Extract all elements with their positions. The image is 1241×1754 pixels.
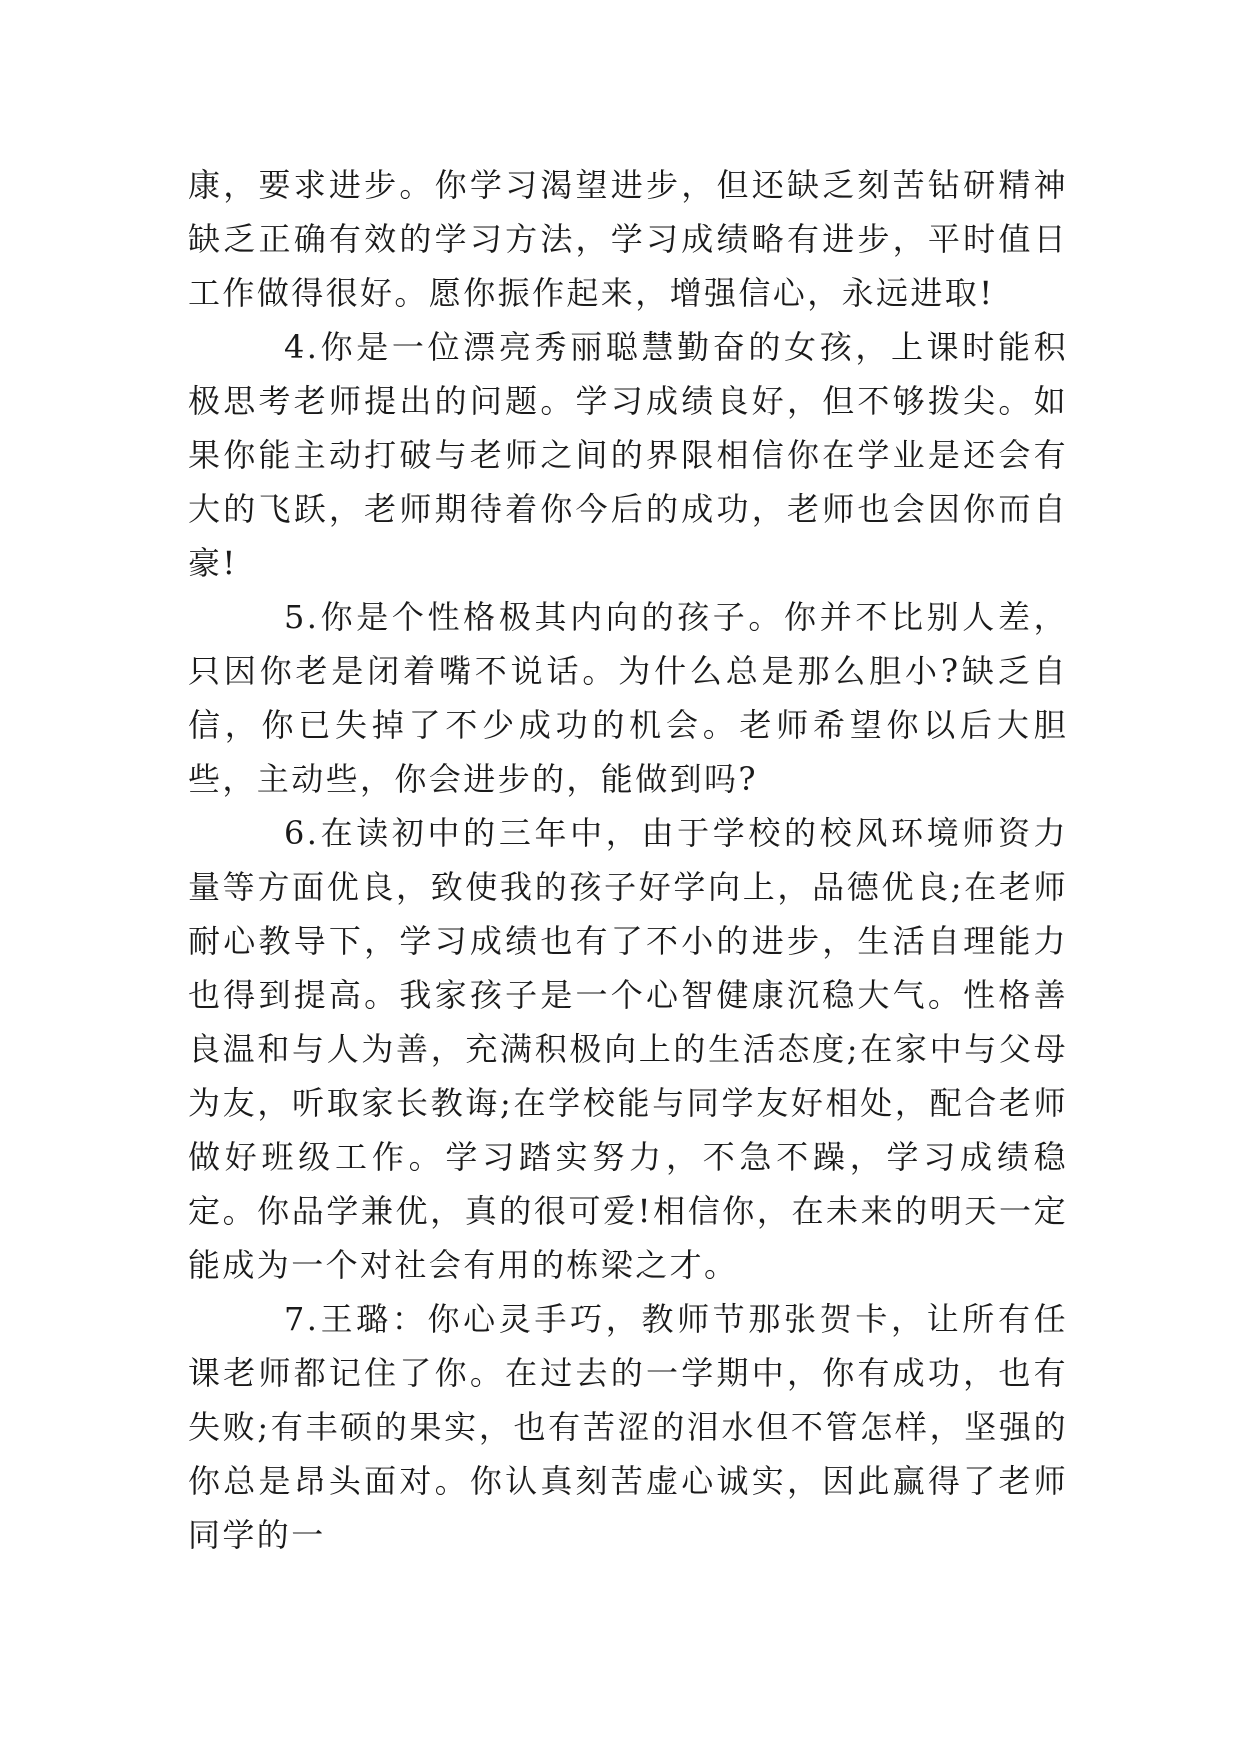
paragraph-item-7: 7.王璐：你心灵手巧，教师节那张贺卡，让所有任课老师都记住了你。在过去的一学期中，你有成功，也有失败;有丰硕的果实，也有苦涩的泪水但不管怎样，坚强的你总是昂头面对。你认真刻苦虚心诚实，因此赢得了老师同学的一	[188, 1300, 1068, 1554]
paragraph-item-4: 4.你是一位漂亮秀丽聪慧勤奋的女孩，上课时能积极思考老师提出的问题。学习成绩良好，但不够拨尖。如果你能主动打破与老师之间的界限相信你在学业是还会有大的飞跃，老师期待着你今后的成功，老师也会因你而自豪!	[188, 328, 1068, 582]
paragraph-continuation: 康，要求进步。你学习渴望进步，但还缺乏刻苦钻研精神缺乏正确有效的学习方法，学习成绩略有进步，平时值日工作做得很好。愿你振作起来，增强信心，永远进取!	[188, 166, 1068, 312]
document-body	[188, 158, 1068, 1562]
paragraph-item-6: 6.在读初中的三年中，由于学校的校风环境师资力量等方面优良，致使我的孩子好学向上，品德优良;在老师耐心教导下，学习成绩也有了不小的进步，生活自理能力也得到提高。我家孩子是一个心智健康沉稳大气。性格善良温和与人为善，充满积极向上的生活态度;在家中与父母为友，听取家长教诲;在学校能与同学友好相处，配合老师做好班级工作。学习踏实努力，不急不躁，学习成绩稳定。你品学兼优，真的很可爱!相信你，在未来的明天一定能成为一个对社会有用的栋梁之才。	[188, 814, 1068, 1284]
paragraph-item-5: 5.你是个性格极其内向的孩子。你并不比别人差，只因你老是闭着嘴不说话。为什么总是那么胆小?缺乏自信，你已失掉了不少成功的机会。老师希望你以后大胆些，主动些，你会进步的，能做到吗?	[188, 598, 1068, 798]
